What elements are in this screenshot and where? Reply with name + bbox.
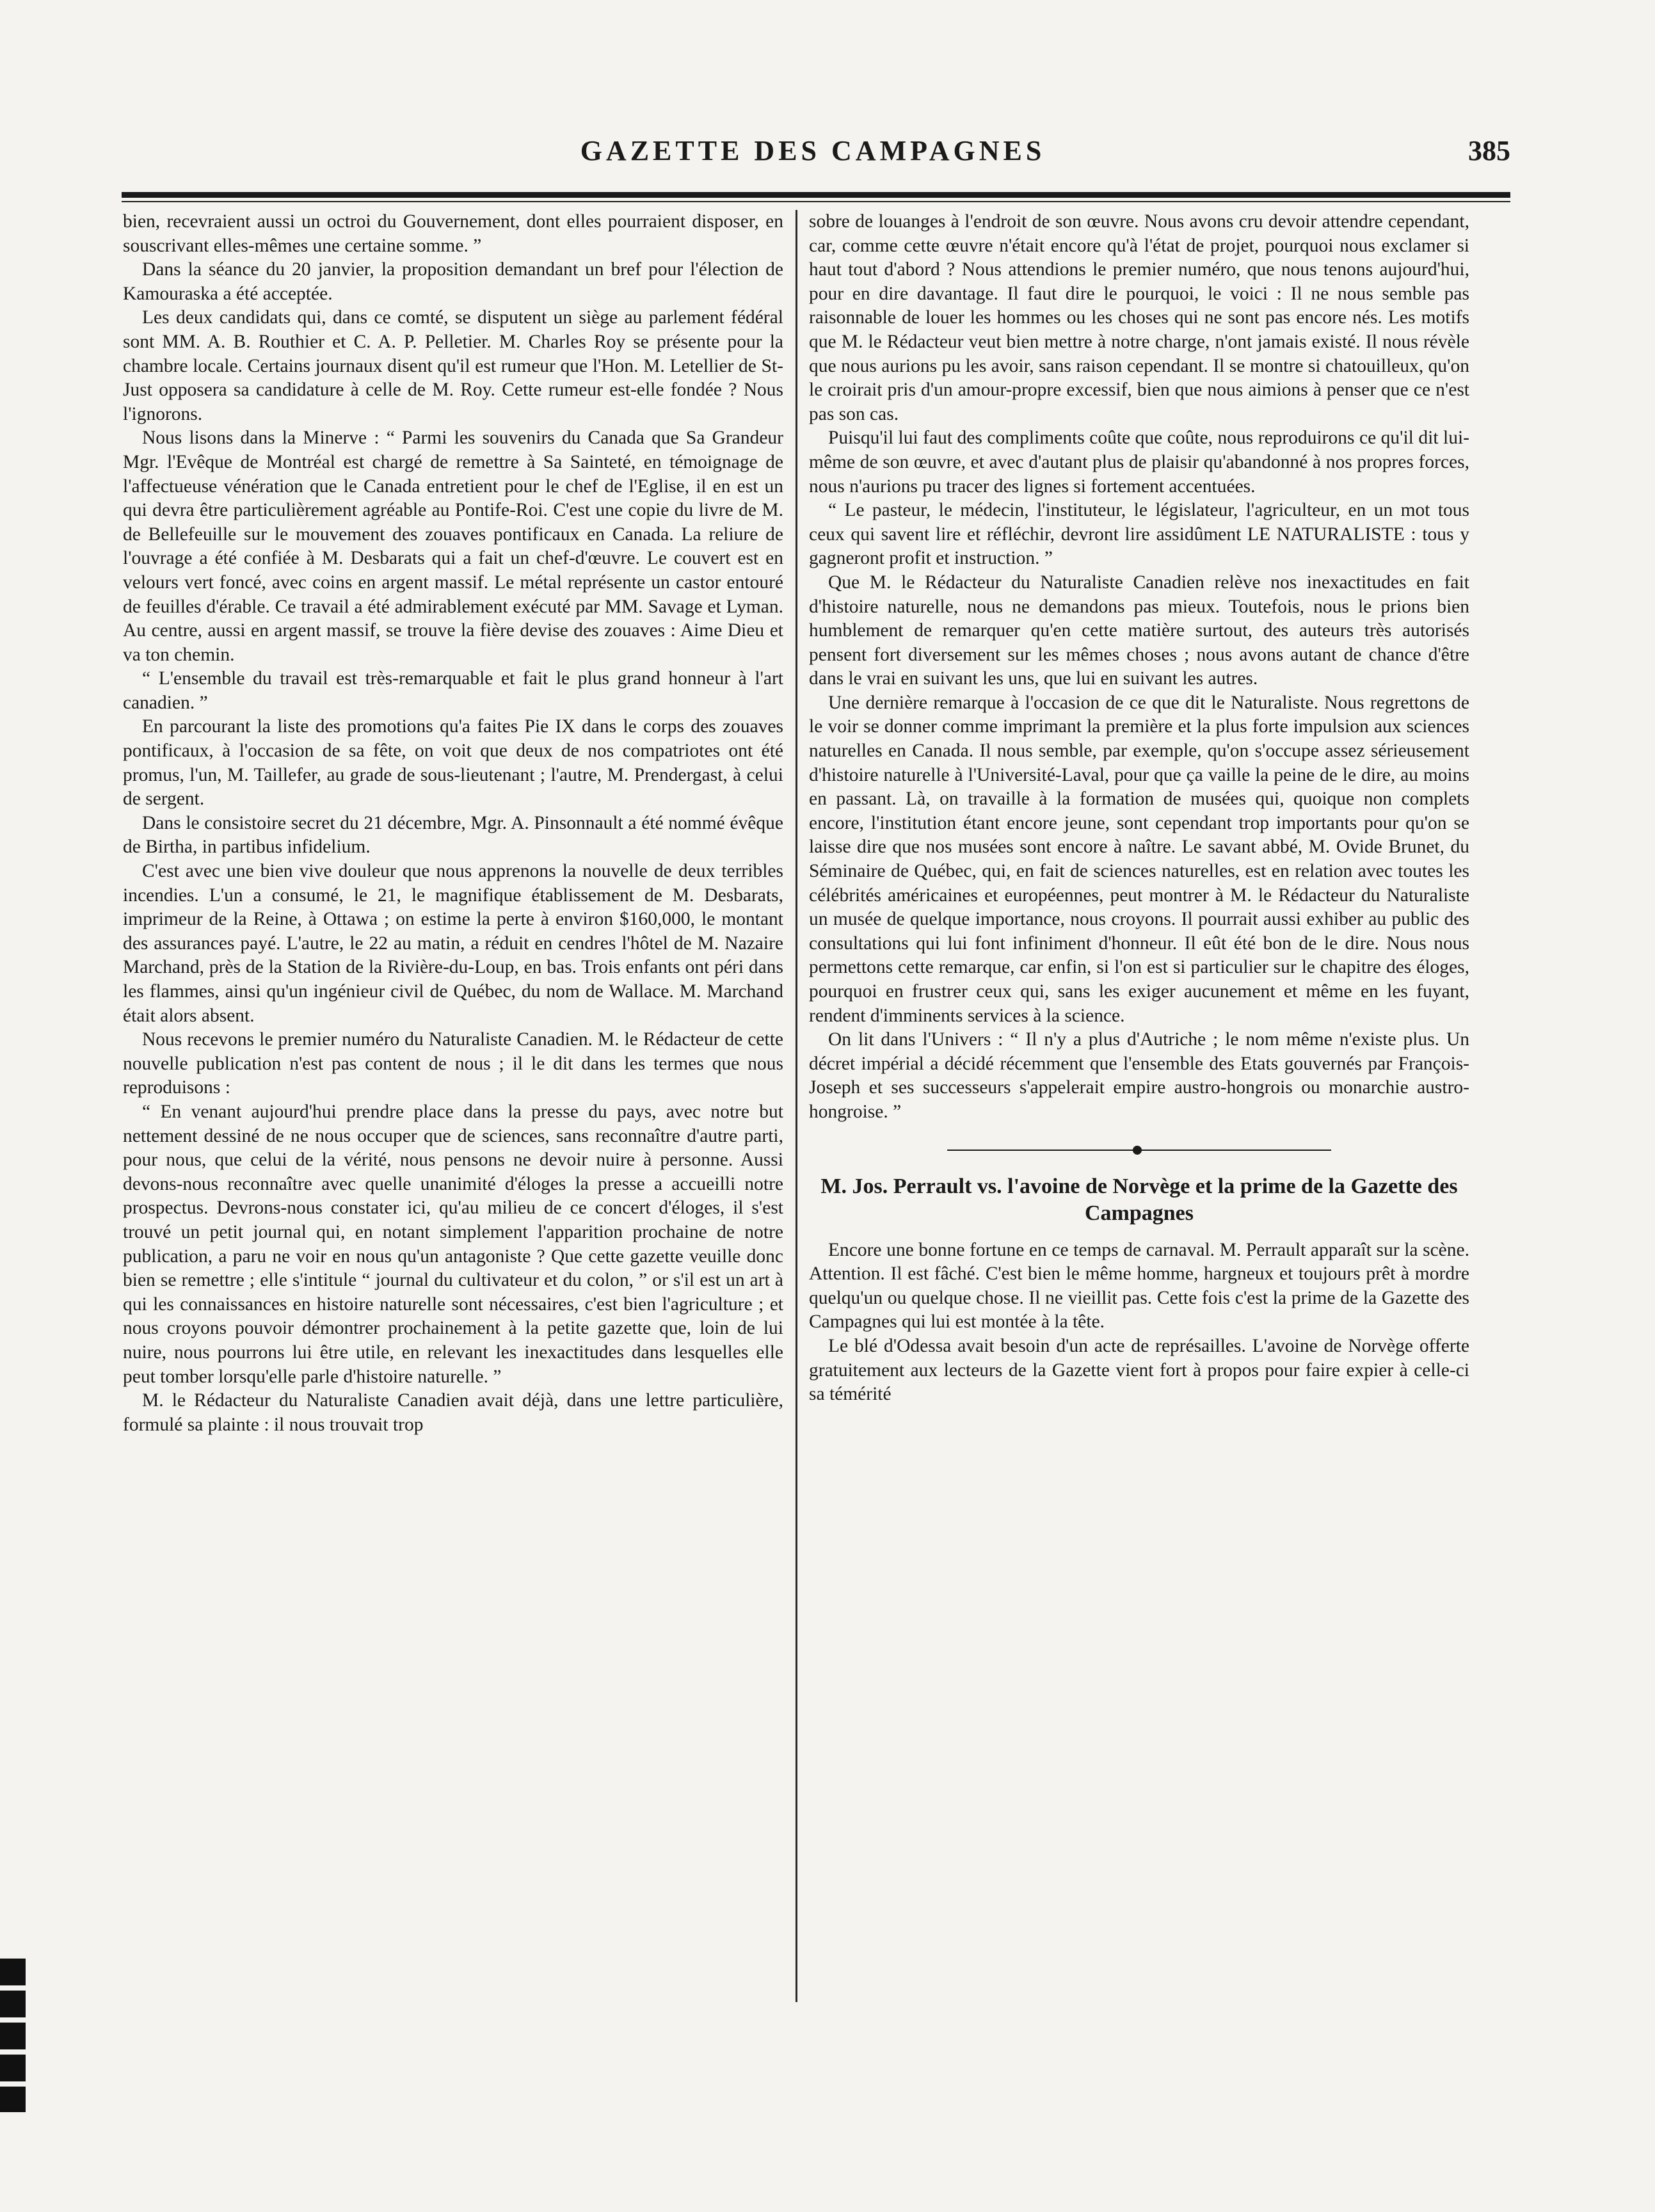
paragraph: Nous recevons le premier numéro du Naturaliste Canadien. M. le Rédacteur de cette nouvelle publication n'est pas content de nous ; il le dit dans les termes que nous reproduisons : (123, 1029, 783, 1098)
paragraph: Puisqu'il lui faut des compliments coûte que coûte, nous reproduirons ce qu'il dit lui-même de son œuvre, et avec d'autant plus de plaisir qu'abandonné à nos propres forces, nous n'aurions pu tracer des lignes si fortement accentuées. (809, 428, 1469, 497)
paragraph: Dans le consistoire secret du 21 décembre, Mgr. A. Pinsonnault a été nommé évêque de Birtha, in partibus infidelium. (123, 812, 783, 858)
column-divider (796, 210, 797, 2002)
paragraph: C'est avec une bien vive douleur que nous apprenons la nouvelle de deux terribles incendies. L'un a consumé, le 21, le magnifique établissement de M. Desbarats, imprimeur de la Reine, à Ottawa ; on estime la perte à environ $160,000, le montant des assurances payé. L'autre, le 22 au matin, a réduit en cendres l'hôtel de M. Nazaire Marchand, près de la Station de la Rivière-du-Loup, en bas. Trois enfants ont péri dans les flammes, ainsi qu'un ingénieur civil de Québec, du nom de Wallace. M. Marchand était alors absent. (123, 861, 783, 1026)
right-column (809, 210, 1469, 1407)
left-column (123, 210, 783, 1437)
paragraph: sobre de louanges à l'endroit de son œuvre. Nous avons cru devoir attendre cependant, car, comme cette œuvre n'était encore qu'à l'état de projet, pourquoi nous exclamer si haut tout d'abord ? Nous attendions le premier numéro, que nous tenons aujourd'hui, pour en dire davantage. Il faut dire le pourquoi, le voici : Il ne nous semble pas raisonnable de louer les hommes ou les choses qui ne sont pas encore nés. Les motifs que M. le Rédacteur veut bien mettre à notre charge, n'ont jamais existé. Il nous révèle que nous aurions pu les avoir, sans raison cependant. Il se montre si chatouilleux, qu'on le croirait pris d'un amour-propre excessif, bien que nous aimions à penser que ce n'est pas son cas. (809, 211, 1469, 424)
section-title: M. Jos. Perrault vs. l'avoine de Norvège et la prime de la Gazette des Campagnes (820, 1174, 1458, 1225)
paragraph: “ L'ensemble du travail est très-remarquable et fait le plus grand honneur à l'art canadien. ” (123, 668, 783, 713)
paragraph: Encore une bonne fortune en ce temps de carnaval. M. Perrault apparaît sur la scène. Attention. Il est fâché. C'est bien le même homme, hargneux et toujours prêt à mordre quelqu'un ou quelque chose. Il ne vieillit pas. Cette fois c'est la prime de la Gazette des Campagnes qui lui est montée à la tête. (809, 1239, 1469, 1333)
paragraph: En parcourant la liste des promotions qu'a faites Pie IX dans le corps des zouaves pontificaux, à l'occasion de sa fête, on voit que deux de nos compatriotes ont été promus, l'un, M. Taillefer, au grade de sous-lieutenant ; l'autre, M. Prendergast, à celui de sergent. (123, 716, 783, 810)
paragraph: On lit dans l'Univers : “ Il n'y a plus d'Autriche ; le nom même n'existe plus. Un décret impérial a décidé récemment que l'ensemble des Etats gouvernés par François-Joseph et ses successeurs s'appelerait empire austro-hongrois ou monarchie austro-hongroise. ” (809, 1029, 1469, 1122)
header-rule (122, 192, 1510, 198)
paragraph: bien, recevraient aussi un octroi du Gouvernement, dont elles pourraient disposer, en souscrivant elles-mêmes une certaine somme. ” (123, 211, 783, 256)
section-ornament (947, 1144, 1331, 1157)
page-number: 385 (1468, 135, 1510, 166)
paragraph: Que M. le Rédacteur du Naturaliste Canadien relève nos inexactitudes en fait d'histoire naturelle, nous ne demandons pas mieux. Toutefois, nous le prions bien humblement de remarquer qu'en cette matière surtout, des auteurs très autorisés pensent fort diversement sur les mêmes choses ; nous avons autant de chance d'être dans le vrai en suivant les uns, que lui en suivant les autres. (809, 572, 1469, 689)
scan-edge-mark (0, 1959, 26, 2112)
paragraph: “ En venant aujourd'hui prendre place dans la presse du pays, avec notre but nettement dessiné de ne nous occuper que de sciences, sans reconnaître d'autre parti, pour nous, que celui de la vérité, nous pensons ne devoir nuire à personne. Aussi devons-nous reconnaître avec quelle unanimité d'éloges la presse a accueilli notre prospectus. Devrons-nous constater ici, qu'au milieu de ce concert d'éloges, il s'est trouvé un petit journal qui, en notant simplement l'apparition prochaine de notre publication, a paru ne voir en nous qu'un antagoniste ? Que cette gazette veuille donc bien se remettre ; elle s'intitule “ journal du cultivateur et du colon, ” or s'il est un art à qui les connaissances en histoire naturelle sont nécessaires, c'est bien l'agriculture ; et nous croyons pouvoir démontrer prochainement à la petite gazette que, loin de lui nuire, nous pourrons lui être utile, en relevant les inexactitudes dans lesquelles elle peut tomber lorsqu'elle parle d'histoire naturelle. ” (123, 1101, 783, 1387)
running-title: GAZETTE DES CAMPAGNES (580, 135, 1046, 166)
header-rule-thin (122, 201, 1510, 202)
paragraph: “ Le pasteur, le médecin, l'instituteur, le législateur, l'agriculteur, en un mot tous ceux qui savent lire et réfléchir, devront lire assidûment LE NATURALISTE : tous y gagneront profit et instruction. ” (809, 500, 1469, 569)
paragraph: Le blé d'Odessa avait besoin d'un acte de représailles. L'avoine de Norvège offerte gratuitement aux lecteurs de la Gazette vient fort à propos pour faire expier à celle-ci sa témérité (809, 1335, 1469, 1405)
paragraph: Une dernière remarque à l'occasion de ce que dit le Naturaliste. Nous regrettons de le voir se donner comme imprimant la première et la plus forte impulsion aux sciences naturelles en Canada. Il nous semble, par exemple, qu'on s'occupe assez sérieusement d'histoire naturelle à l'Université-Laval, pour que ça vaille la peine de le dire, au moins en passant. Là, on travaille à la formation de musées qui, quoique non complets encore, l'institution étant encore jeune, sont cependant trop importants pour qu'on se laisse dire que nos musées sont encore à naître. Le savant abbé, M. Ovide Brunet, du Séminaire de Québec, qui, en fait de sciences naturelles, est en relation avec toutes les célébrités américaines et européennes, peut montrer à M. le Rédacteur du Naturaliste un musée de quelque importance, nous croyons. Il pourrait aussi exhiber au public des consultations qui lui font infiniment d'honneur. Il eût été bon de le dire. Nous nous permettons cette remarque, car enfin, si l'on est si particulier sur le chapitre des éloges, pourquoi en frustrer ceux qui, sans les exiger aucunement et même en les fuyant, rendent d'imminents services à la science. (809, 692, 1469, 1026)
paragraph: Dans la séance du 20 janvier, la proposition demandant un bref pour l'élection de Kamouraska a été acceptée. (123, 259, 783, 304)
paragraph: Les deux candidats qui, dans ce comté, se disputent un siège au parlement fédéral sont MM. A. B. Routhier et C. A. P. Pelletier. M. Charles Roy se présente pour la chambre locale. Certains journaux disent qu'il est rumeur que l'Hon. M. Letellier de St-Just opposera sa candidature à celle de M. Roy. Cette rumeur est-elle fondée ? Nous l'ignorons. (123, 307, 783, 424)
paragraph: Nous lisons dans la Minerve : “ Parmi les souvenirs du Canada que Sa Grandeur Mgr. l'Evêque de Montréal est chargé de remettre à Sa Sainteté, en témoignage de l'affectueuse vénération que le Canada entretient pour le chef de l'Eglise, il en est un qui devra être particulièrement agréable au Pontife-Roi. C'est une copie du livre de M. de Bellefeuille sur le mouvement des zouaves pontificaux en Canada. La reliure de l'ouvrage a été confiée à M. Desbarats qui a fait un chef-d'œuvre. Le couvert est en velours vert foncé, avec coins en argent massif. Le métal représente un castor entouré de feuilles d'érable. Ce travail a été admirablement exécuté par MM. Savage et Lyman. Au centre, aussi en argent massif, se trouve la fière devise des zouaves : Aime Dieu et va ton chemin. (123, 428, 783, 665)
paragraph: M. le Rédacteur du Naturaliste Canadien avait déjà, dans une lettre particulière, formulé sa plainte : il nous trouvait trop (123, 1390, 783, 1435)
page-header (115, 134, 1510, 179)
